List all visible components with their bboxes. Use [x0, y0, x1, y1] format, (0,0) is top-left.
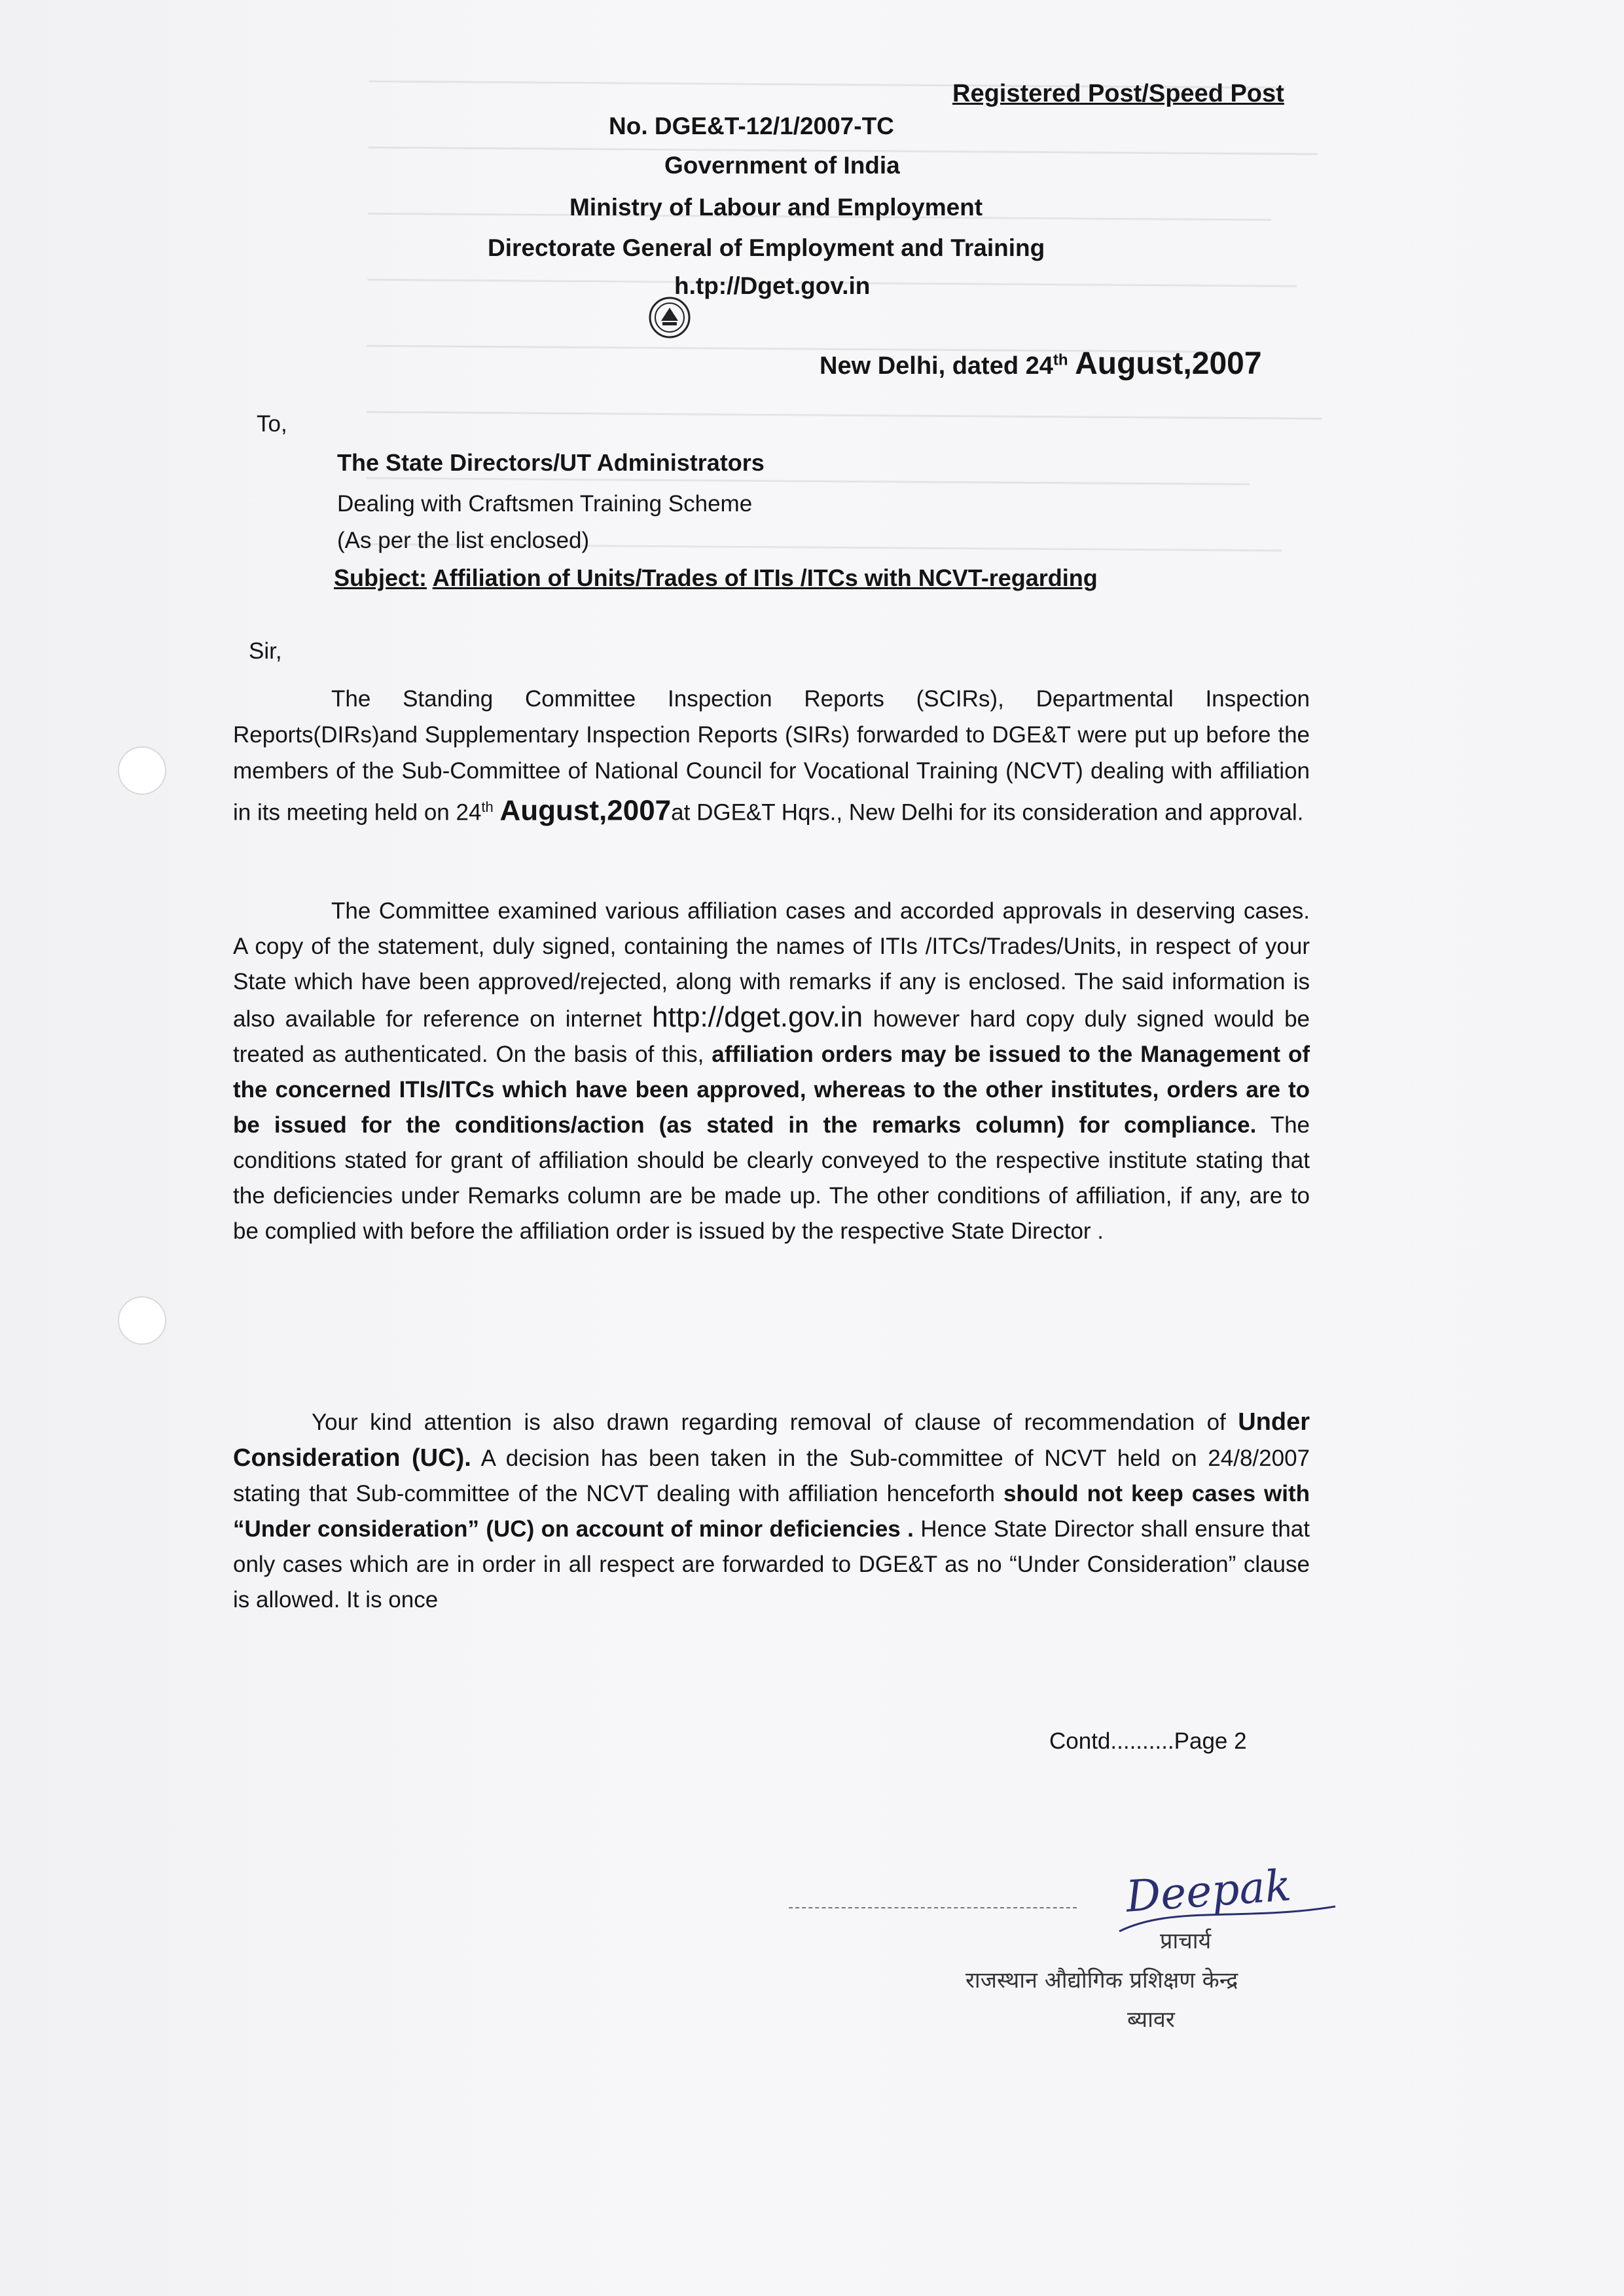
subject-label: Subject: — [334, 564, 427, 591]
subject-text: Affiliation of Units/Trades of ITIs /ITCs with NCVT-regarding — [432, 564, 1098, 591]
punch-hole-top — [118, 746, 166, 795]
paragraph-1-sup: th — [481, 799, 494, 815]
addressee-line-2: Dealing with Craftsmen Training Scheme — [337, 491, 753, 517]
paragraph-1-text: The Standing Committee Inspection Reports (SCIRs), Departmental Inspection Reports(DIRs)and Supplementary Inspection Reports (SIRs) forwarded to DGE&T were put up before the members of the Sub-Committee of National Council for Vocational Training (NCVT) dealing with affiliation in its meeting held on 24 — [233, 686, 1310, 826]
paragraph-1-date: August,2007 — [499, 794, 672, 827]
signature-text: Deepak — [1124, 1860, 1293, 1922]
to-label: To, — [257, 411, 287, 437]
salutation: Sir, — [249, 638, 282, 664]
addressee-line-3: (As per the list enclosed) — [337, 528, 590, 553]
paragraph-3-text-b: A decision has been taken in the Sub-committee of NCVT held on 24/8/2007 stating that Sub-committee of the NCVT dealing with affiliation henceforth — [233, 1446, 1310, 1506]
government-title: Government of India — [664, 152, 900, 179]
post-type: Registered Post/Speed Post — [952, 80, 1284, 107]
punch-hole-bottom — [118, 1296, 166, 1345]
paragraph-1-tail: at DGE&T Hqrs., New Delhi for its consideration and approval. — [671, 799, 1304, 826]
paragraph-3 — [233, 1404, 1310, 1618]
signature — [1113, 1859, 1348, 1951]
paragraph-2-text-b: however hard copy duly signed would be treated as authenticated. On the basis of this, — [233, 1006, 1310, 1067]
ministry-title: Ministry of Labour and Employment — [569, 194, 983, 221]
paragraph-3-bold: should not keep cases with “Under consideration” (UC) on account of minor deficiencies . — [233, 1481, 1310, 1542]
letter-date — [820, 346, 1262, 382]
file-number: No. DGE&T-12/1/2007-TC — [609, 113, 894, 139]
paragraph-2 — [233, 894, 1310, 1249]
website-line: h.tp://Dget.gov.in — [674, 272, 871, 299]
date-prefix: New Delhi, dated 24 — [820, 352, 1053, 380]
addressee-line-1: The State Directors/UT Administrators — [337, 449, 765, 476]
signature-line — [789, 1907, 1077, 1908]
signature-flourish — [1113, 1859, 1348, 1951]
paragraph-2-text: The Committee examined various affiliation cases and accorded approvals in deserving cases. A copy of the statement, duly signed, containing the names of ITIs /ITCs/Trades/Units, in respect of your State which have been approved/rejected, along with remarks if any is enclosed. The said information is also available for reference on internet — [233, 898, 1310, 1032]
paragraph-3-uc: Under Consideration (UC). — [233, 1408, 1310, 1472]
continued-note: Contd..........Page 2 — [1049, 1728, 1247, 1754]
paragraph-3-text-c: Hence State Director shall ensure that only cases which are in order in all respect are forwarded to DGE&T as no “Under Consideration” clause is allowed. It is once — [233, 1516, 1310, 1613]
date-suffix-sup: th — [1053, 351, 1068, 369]
date-month-year: August,2007 — [1075, 346, 1262, 381]
stamp-line-3: ब्यावर — [1127, 2007, 1175, 2033]
stamp-line-1: प्राचार्य — [1160, 1928, 1212, 1954]
subject-line — [334, 564, 1098, 592]
paragraph-2-text-c: The conditions stated for grant of affiliation should be clearly conveyed to the respective institute stating that the deficiencies under Remarks column are be made up. The other conditions of affiliation, if any, are to be complied with before the affiliation order is issued by the respective State Director . — [233, 1112, 1310, 1244]
stamp-line-2: राजस्थान औद्योगिक प्रशिक्षण केन्द्र — [965, 1967, 1238, 1994]
emblem-icon — [647, 295, 693, 340]
paragraph-3-text: Your kind attention is also drawn regarding removal of clause of recommendation of — [312, 1410, 1226, 1435]
paragraph-2-bold: affiliation orders may be issued to the Management of the concerned ITIs/ITCs which have been approved, whereas to the other institutes, orders are to be issued for the conditions/action (as stated in the remarks column) for compliance. — [233, 1042, 1310, 1138]
paragraph-1 — [233, 681, 1310, 831]
paragraph-2-link[interactable]: http://dget.gov.in — [652, 1001, 863, 1033]
directorate-title: Directorate General of Employment and Training — [488, 234, 1045, 261]
